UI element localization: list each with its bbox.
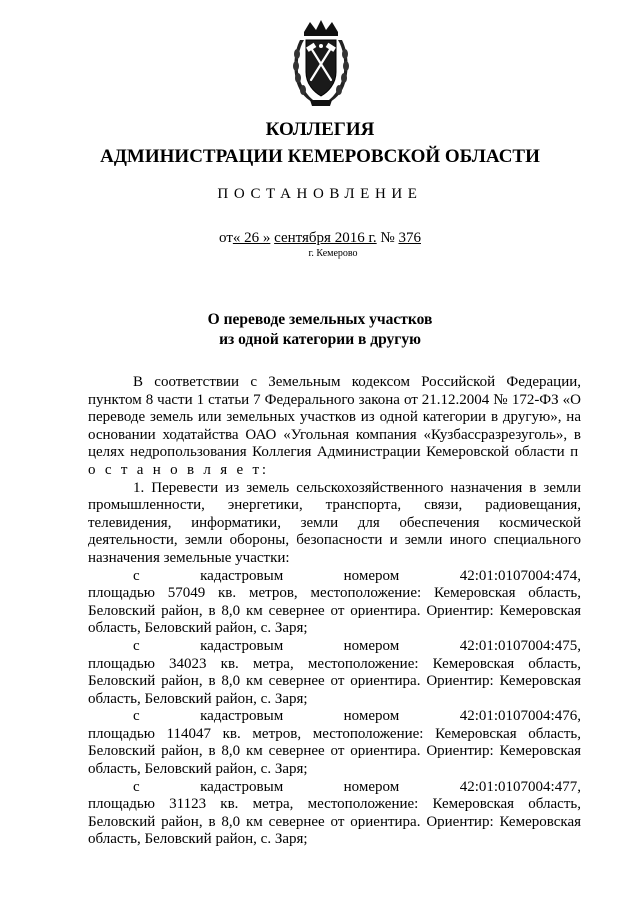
parcel-item (88, 638, 581, 708)
parcel-word-cadastral: кадастровым (200, 637, 284, 654)
parcel-word-cadastral: кадастровым (200, 567, 284, 584)
parcel-cadastral-line (88, 568, 581, 586)
city-name: г. Кемерово (308, 248, 358, 259)
parcel-word-with: с (133, 778, 140, 795)
parcel-cadastral-line (88, 638, 581, 656)
date-month-year: сентября 2016 г. (274, 230, 377, 246)
parcel-cadastral-number: 42:01:0107004:474, (459, 567, 581, 584)
parcel-cadastral-number: 42:01:0107004:476, (459, 708, 581, 725)
parcel-cadastral-number: 42:01:0107004:475, (459, 637, 581, 654)
document-body (88, 374, 581, 849)
organization-name-line2: АДМИНИСТРАЦИИ КЕМЕРОВСКОЙ ОБЛАСТИ (100, 146, 540, 167)
parcel-description: площадью 57049 кв. метров, местоположение: Кемеровская область, Беловский район, в 8,0 км севернее от ориентира. Ориентир: Кемеровская область, Беловский район, с. Заря; (88, 585, 581, 637)
title-line2: из одной категории в другую (219, 331, 421, 348)
title-line1: О переводе земельных участков (207, 311, 433, 328)
parcel-description: площадью 114047 кв. метров, местоположение: Кемеровская область, Беловский район, в 8,0 км севернее от ориентира. Ориентир: Кемеровская область, Беловский район, с. Заря; (88, 725, 581, 778)
document-type: ПОСТАНОВЛЕНИЕ (217, 186, 423, 202)
organization-name-line1: КОЛЛЕГИЯ (265, 119, 375, 140)
document-title (0, 310, 640, 350)
parcel-word-with: с (133, 637, 140, 654)
parcel-item (88, 708, 581, 778)
date-number-line (0, 229, 640, 247)
parcel-word-number: номером (343, 637, 400, 654)
parcel-description: площадью 31123 кв. метра, местоположение: Кемеровская область, Беловский район, в 8,0 км севернее от ориентира. Ориентир: Кемеровская область, Беловский район, с. Заря; (88, 796, 581, 848)
parcel-cadastral-number: 42:01:0107004:477, (459, 778, 581, 795)
parcel-word-with: с (133, 708, 140, 725)
date-prefix: от (219, 230, 233, 246)
preamble-paragraph (88, 374, 581, 480)
parcel-cadastral-line (88, 708, 581, 726)
parcel-word-with: с (133, 567, 140, 584)
parcel-item (88, 779, 581, 849)
date-day: « 26 » (232, 230, 271, 246)
parcel-description: площадью 34023 кв. метра, местоположение: Кемеровская область, Беловский район, в 8,0 км севернее от ориентира. Ориентир: Кемеровская область, Беловский район, с. Заря; (88, 655, 581, 707)
parcel-item (88, 568, 581, 638)
parcel-cadastral-line (88, 779, 581, 797)
document-number: 376 (398, 230, 421, 246)
parcel-word-cadastral: кадастровым (200, 778, 284, 795)
parcel-word-number: номером (343, 778, 400, 795)
kemerovo-coat-of-arms-icon (290, 18, 352, 110)
preamble-text: В соответствии с Земельным кодексом Российской Федерации, пунктом 8 части 1 статьи 7 Федерального закона от 21.12.2004 № 172-ФЗ «О переводе земель или земельных участков из одной категории в другую», на основании ходатайства ОАО «Угольная компания «Кузбассразрезуголь», в целях недропользования Коллегия Администрации Кемеровской области (88, 374, 581, 461)
parcel-word-number: номером (343, 567, 400, 584)
number-sign: № (380, 230, 395, 246)
clause-1: 1. Перевести из земель сельскохозяйственного назначения в земли промышленности, энергетики, транспорта, связи, радиовещания, телевидения, информатики, земли для обеспечения космической деятельности, земли обороны, безопасности и земли иного специального назначения земельные участки: (88, 479, 581, 566)
decree-word: п о с т а н о в л я е т: (88, 444, 581, 478)
parcel-word-number: номером (343, 708, 400, 725)
parcel-word-cadastral: кадастровым (200, 708, 284, 725)
